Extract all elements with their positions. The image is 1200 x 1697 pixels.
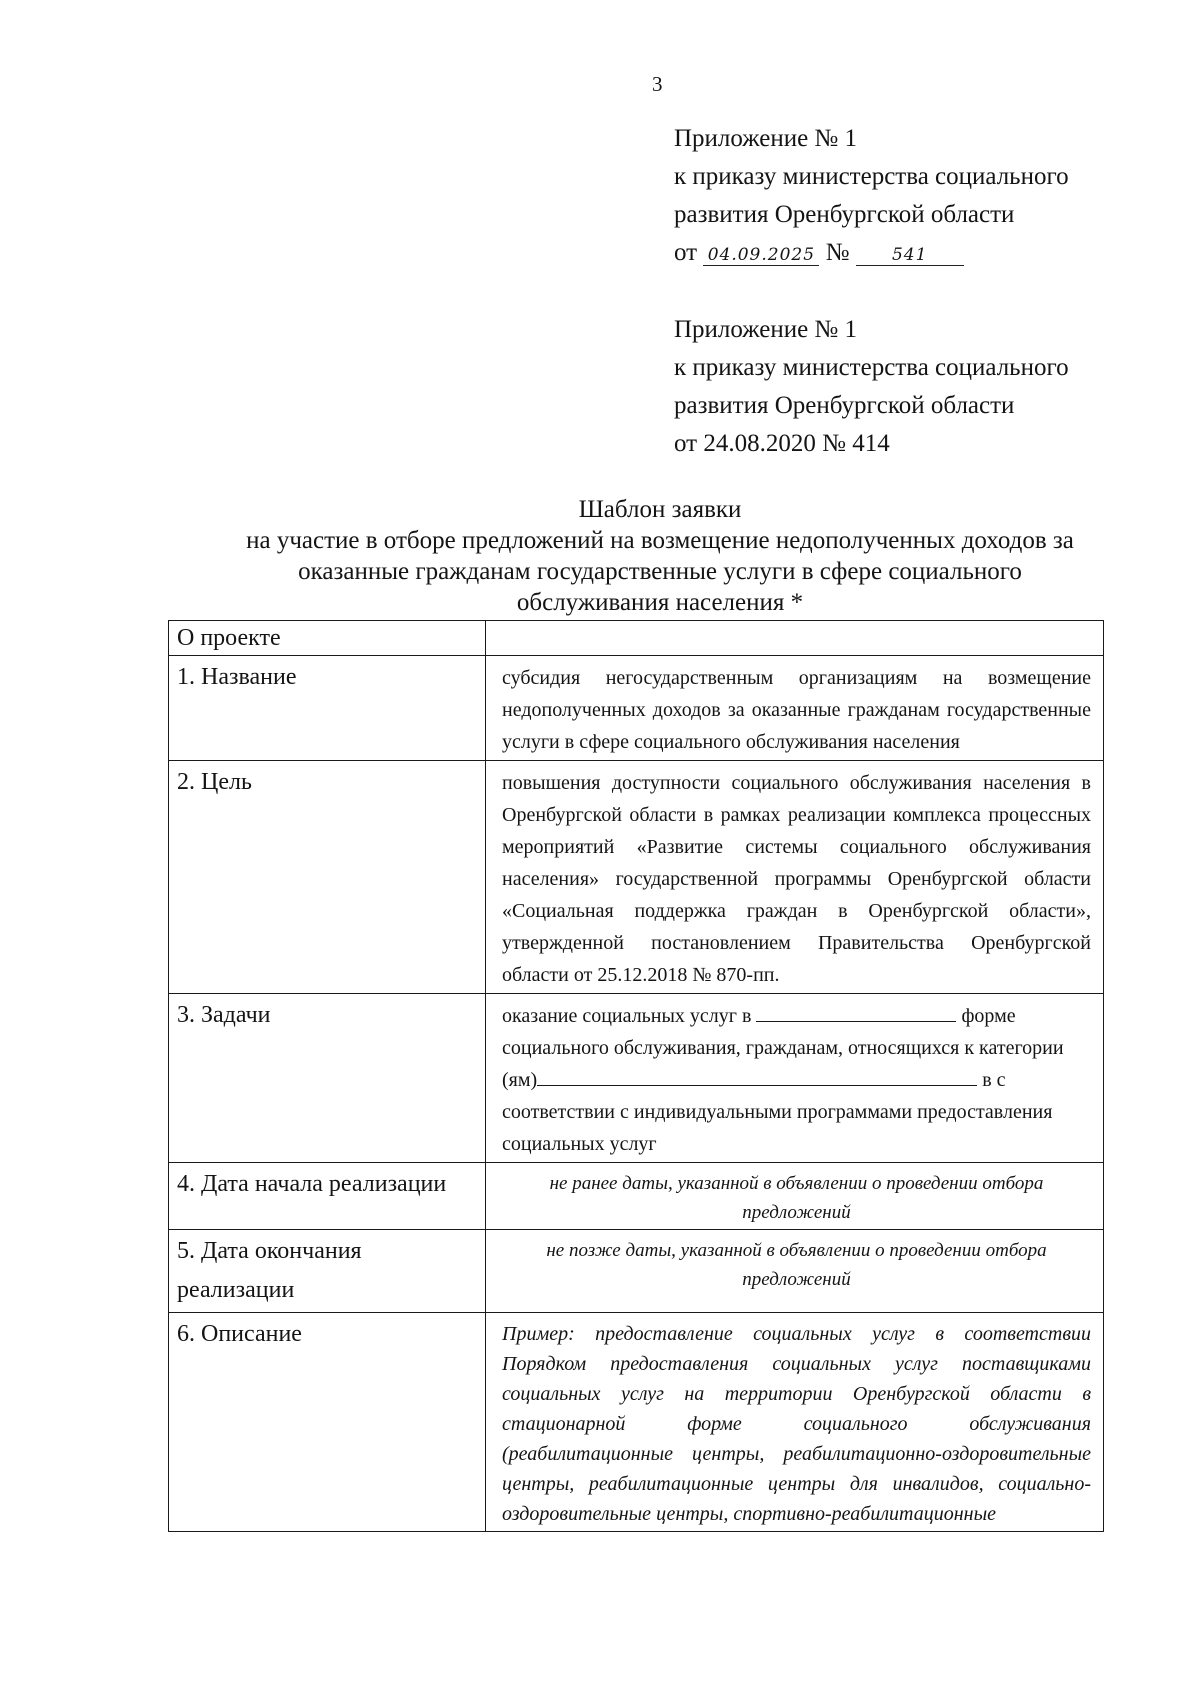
header-label: О проекте — [169, 621, 486, 656]
table-row-end — [169, 1230, 1104, 1313]
appendix-old-line2: к приказу министерства социального — [674, 354, 1069, 381]
appendix-new-line3: развития Оренбургской области — [674, 201, 1015, 228]
row-value-goal: повышения доступности социального обслуживания населения в Оренбургской области в рамках реализации комплекса процессных мероприятий «Развитие системы социального обслуживания населения» государственной программы Оренбургской области «Социальная поддержка граждан в Оренбургской области», утвержденной постановлением Правительства Оренбургской области от 25.12.2018 № 870-пп. — [486, 761, 1104, 994]
header-value-empty — [486, 621, 1104, 656]
title-line3: оказанные гражданам государственные услуги в сфере социального — [298, 558, 1022, 585]
tasks-blank-category — [537, 1065, 977, 1086]
table-row-header — [169, 621, 1104, 656]
row-label-end: 5. Дата окончания реализации — [169, 1230, 486, 1313]
number-prefix: № — [825, 239, 850, 266]
title-line1: Шаблон заявки — [578, 496, 742, 523]
row-value-tasks — [486, 994, 1104, 1163]
appendix-new-line1: Приложение № 1 — [674, 125, 858, 152]
row-label-name: 1. Название — [169, 656, 486, 761]
page-number: 3 — [652, 72, 663, 96]
document-title — [160, 494, 1160, 618]
appendix-old-line4: от 24.08.2020 № 414 — [674, 430, 890, 457]
tasks-text-part2: форме социального обслуживания, гражданам, относящихся к категории (ям) — [502, 1005, 1064, 1091]
row-label-tasks: 3. Задачи — [169, 994, 486, 1163]
appendix-new-line2: к приказу министерства социального — [674, 163, 1069, 190]
table-row-tasks — [169, 994, 1104, 1163]
table-row-start — [169, 1163, 1104, 1230]
table-row-goal — [169, 761, 1104, 994]
appendix-new-line4 — [674, 234, 1069, 272]
appendix-new-block — [674, 120, 1069, 272]
appendix-old-line1: Приложение № 1 — [674, 316, 858, 343]
date-prefix: от — [674, 239, 698, 266]
row-label-start: 4. Дата начала реализации — [169, 1163, 486, 1230]
tasks-blank-form — [756, 1001, 956, 1022]
title-line2: на участие в отборе предложений на возмещение недополученных доходов за — [246, 527, 1074, 554]
appendix-old-block — [674, 311, 1069, 463]
title-line4: обслуживания населения * — [516, 589, 804, 616]
table-row-name — [169, 656, 1104, 761]
handwritten-number: 541 — [856, 245, 964, 266]
table-row-description — [169, 1313, 1104, 1532]
row-label-description: 6. Описание — [169, 1313, 486, 1532]
row-value-name: субсидия негосударственным организациям на возмещение недополученных доходов за оказанные гражданам государственные услуги в сфере социального обслуживания населения — [486, 656, 1104, 761]
application-template-table — [168, 620, 1104, 1532]
row-label-goal: 2. Цель — [169, 761, 486, 994]
tasks-text-part1: оказание социальных услуг в — [502, 1005, 752, 1027]
tasks-text-part3: в с соответствии с индивидуальными программами предоставления социальных услуг — [502, 1069, 1053, 1155]
appendix-old-line3: развития Оренбургской области — [674, 392, 1015, 419]
handwritten-date: 04.09.2025 — [703, 245, 819, 266]
row-value-start: не ранее даты, указанной в объявлении о проведении отбора предложений — [486, 1163, 1104, 1230]
row-value-description: Пример: предоставление социальных услуг в соответствии Порядком предоставления социальных услуг поставщиками социальных услуг на территории Оренбургской области в стационарной форме социального обслуживания (реабилитационные центры, реабилитационно-оздоровительные центры, реабилитационные центры для инвалидов, социально-оздоровительные центры, спортивно-реабилитационные — [486, 1313, 1104, 1532]
row-value-end: не позже даты, указанной в объявлении о проведении отбора предложений — [486, 1230, 1104, 1313]
